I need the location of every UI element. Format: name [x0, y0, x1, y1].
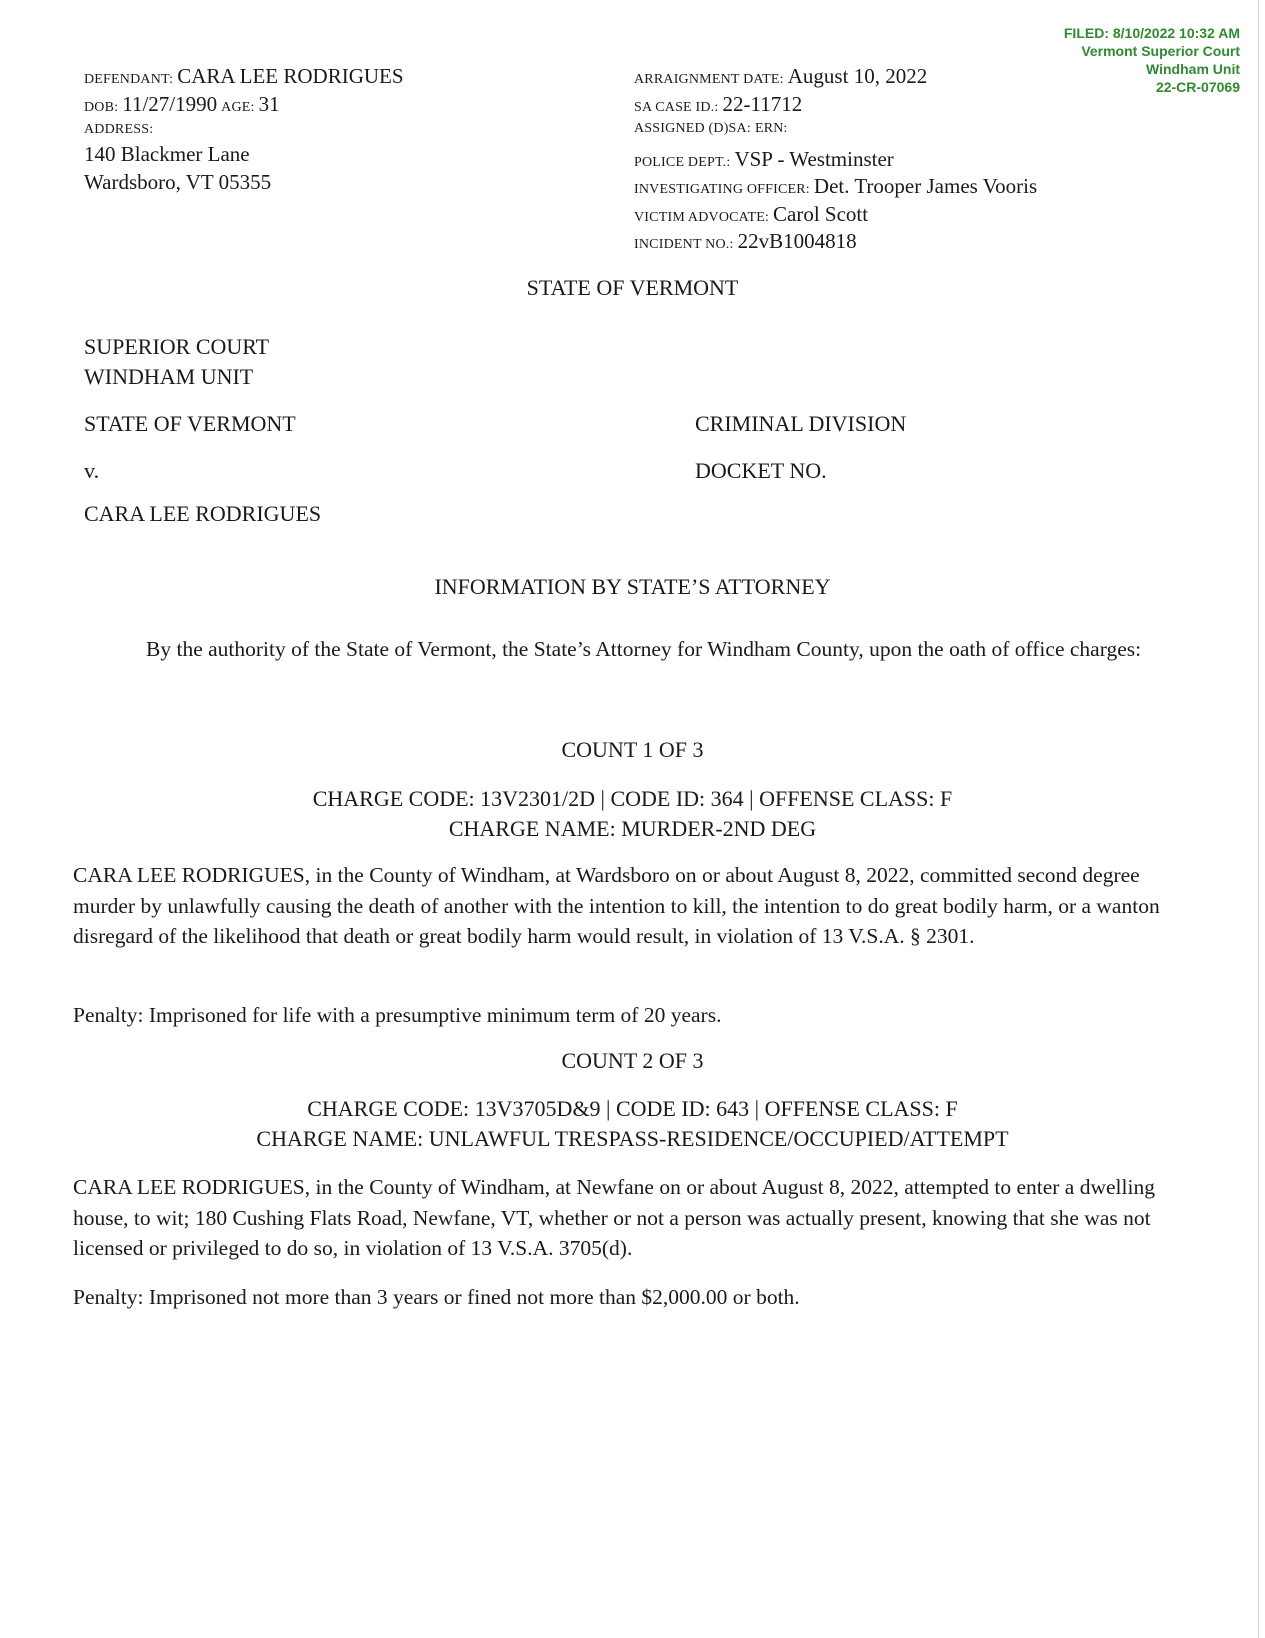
defendant-block [84, 64, 404, 196]
dob-label: DOB: [84, 100, 119, 115]
defendant-label: DEFENDANT: [84, 72, 174, 87]
officer-label: INVESTIGATING OFFICER: [634, 182, 810, 197]
sa-case-label: SA CASE ID.: [634, 99, 719, 115]
sa-case-row [634, 92, 1037, 120]
sa-case-value: 22-11712 [722, 91, 803, 116]
age-value: 31 [258, 92, 280, 116]
address-line-2: Wardsboro, VT 05355 [84, 170, 272, 194]
police-label: POLICE DEPT.: [634, 154, 731, 170]
incident-value: 22vB1004818 [737, 229, 857, 253]
stamp-docket: 22-CR-07069 [1155, 79, 1240, 95]
count-1-penalty: Penalty: Imprisoned for life with a presumptive minimum term of 20 years. [73, 1003, 722, 1027]
docket-label: DOCKET NO. [695, 458, 827, 483]
advocate-label: VICTIM ADVOCATE: [634, 209, 770, 225]
stamp-filed: FILED: 8/10/2022 10:32 AM [1063, 25, 1240, 41]
count-2-text: CARA LEE RODRIGUES, in the County of Windham, at Newfane on or about August 8, 2022, attempted to enter a dwelling house, to wit; 180 Cushing Flats Road, Newfane, VT, whether or not a person was actually present, knowing that she was not licensed or privileged to do so, in violation of 13 V.S.A. 3705(d). [73, 1175, 1155, 1260]
dob-row [84, 92, 404, 120]
state-heading: STATE OF VERMONT [526, 275, 739, 300]
defendant-row [84, 64, 404, 92]
assigned-label: ASSIGNED (D)SA: [634, 121, 751, 136]
defendant-name: CARA LEE RODRIGUES [177, 64, 404, 88]
count-1-charge-name: CHARGE NAME: MURDER-2ND DEG [448, 816, 817, 841]
arraignment-value: August 10, 2022 [787, 64, 928, 88]
count-2-heading: COUNT 2 OF 3 [561, 1048, 704, 1073]
officer-value: Det. Trooper James Vooris [813, 174, 1038, 198]
age-label: AGE: [221, 100, 255, 115]
court-line-2: WINDHAM UNIT [84, 364, 254, 389]
count-2-penalty: Penalty: Imprisoned not more than 3 years or fined not more than $2,000.00 or both. [73, 1285, 800, 1309]
officer-row [634, 174, 1037, 202]
incident-row [634, 229, 1037, 257]
stamp-court: Vermont Superior Court [1081, 43, 1240, 59]
count-1-heading: COUNT 1 OF 3 [561, 737, 704, 762]
preamble: By the authority of the State of Vermont, the State’s Attorney for Windham County, upon the oath of office charges: [146, 637, 1142, 661]
ern-label: ERN: [754, 121, 788, 136]
police-row [634, 147, 1037, 175]
count-1-charge-code: CHARGE CODE: 13V2301/2D | CODE ID: 364 | OFFENSE CLASS: F [312, 786, 953, 811]
division: CRIMINAL DIVISION [695, 411, 907, 436]
advocate-row [634, 202, 1037, 230]
arraignment-row [634, 64, 1037, 92]
advocate-value: Carol Scott [773, 201, 869, 226]
case-block [634, 64, 1037, 257]
filing-stamp [1064, 24, 1240, 96]
assigned-row [634, 119, 1037, 147]
arraignment-label: ARRAIGNMENT DATE: [634, 72, 784, 87]
count-2-charge-name: CHARGE NAME: UNLAWFUL TRESPASS-RESIDENCE/OCCUPIED/ATTEMPT [256, 1126, 1009, 1151]
address-label-row [84, 120, 404, 140]
court-line-1: SUPERIOR COURT [84, 334, 270, 359]
plaintiff-name: STATE OF VERMONT [84, 411, 296, 436]
police-value: VSP - Westminster [734, 146, 894, 171]
address-label: ADDRESS: [84, 122, 154, 137]
incident-label: INCIDENT NO.: [634, 237, 734, 252]
dob-value: 11/27/1990 [122, 92, 218, 116]
count-2-charge-code: CHARGE CODE: 13V3705D&9 | CODE ID: 643 | OFFENSE CLASS: F [307, 1096, 958, 1121]
caption-defendant: CARA LEE RODRIGUES [84, 501, 322, 526]
versus: v. [84, 458, 100, 483]
address-line-1: 140 Blackmer Lane [84, 142, 250, 166]
stamp-unit: Windham Unit [1146, 61, 1240, 77]
document-title: INFORMATION BY STATE’S ATTORNEY [434, 574, 831, 599]
count-1-text: CARA LEE RODRIGUES, in the County of Windham, at Wardsboro on or about August 8, 2022, committed second degree murder by unlawfully causing the death of another with the intention to kill, the intention to do great bodily harm, or a wanton disregard of the likelihood that death or great bodily harm would result, in violation of 13 V.S.A. § 2301. [73, 863, 1160, 948]
